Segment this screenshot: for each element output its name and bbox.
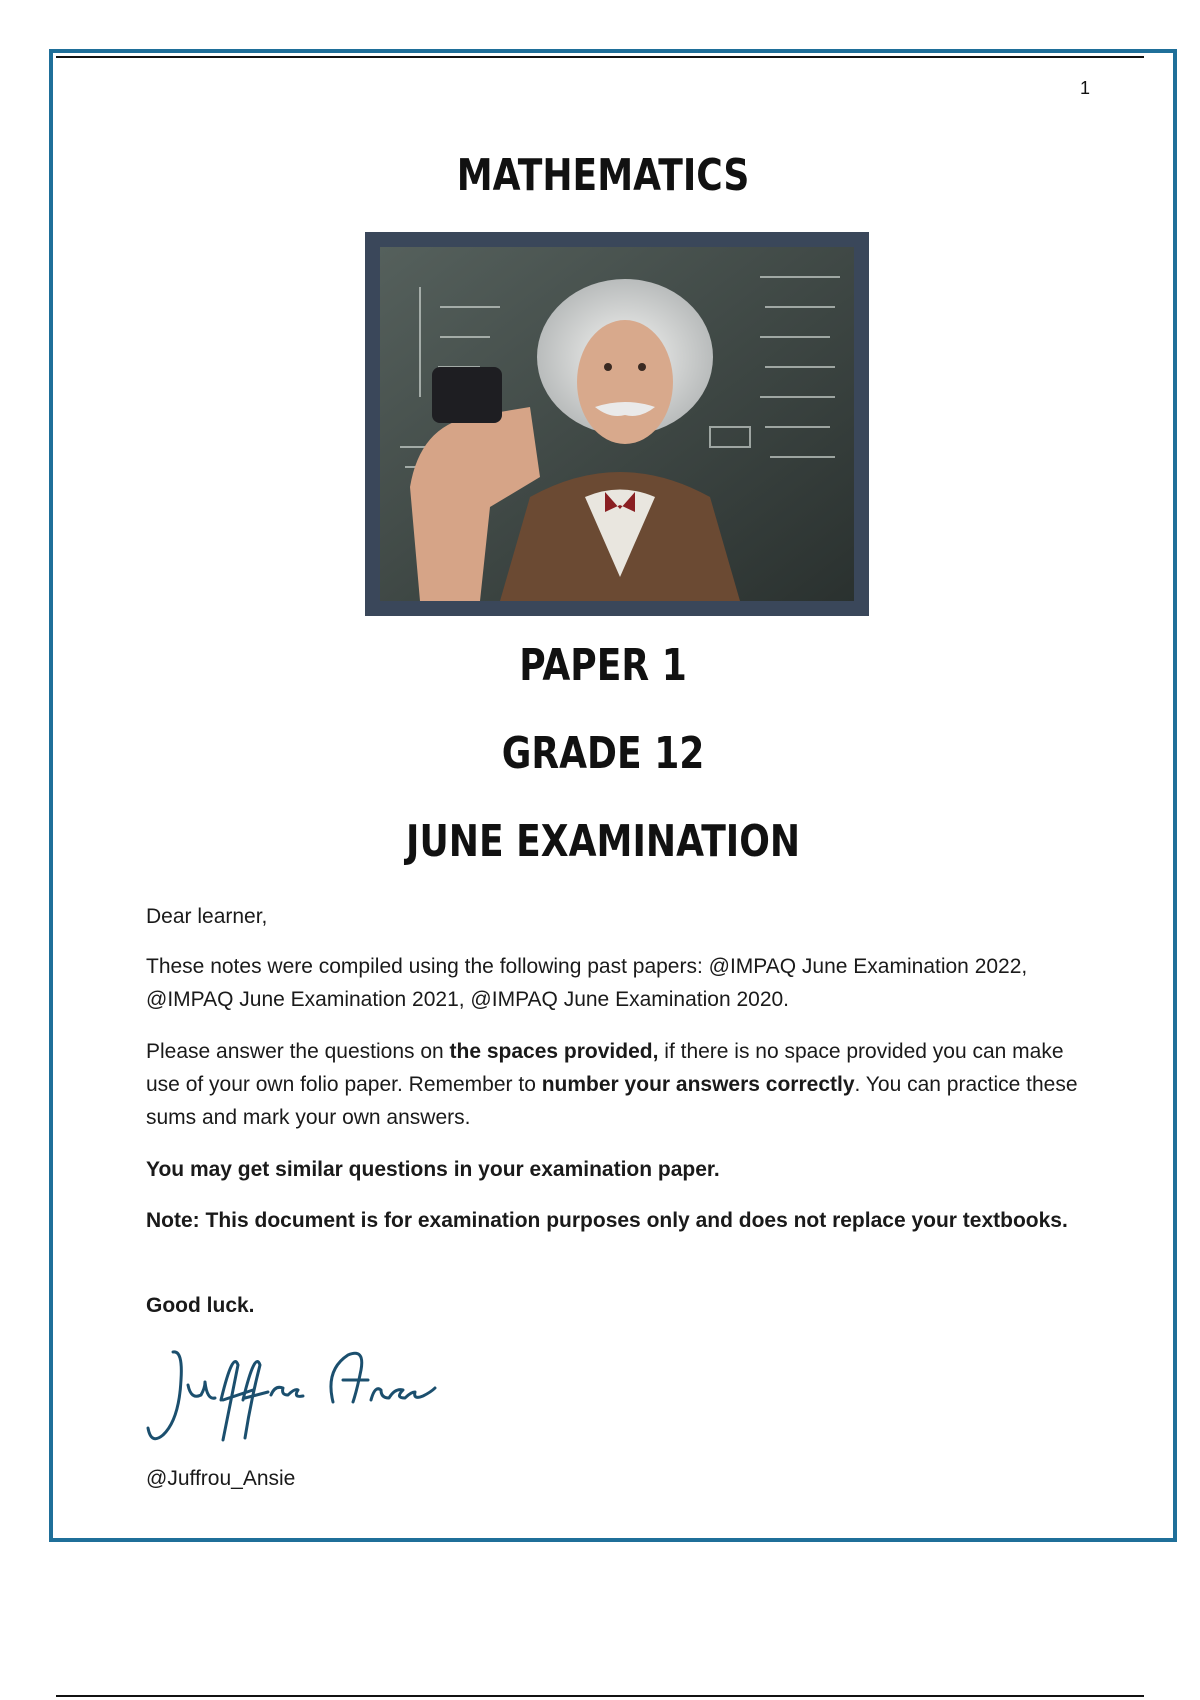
handwritten-signature [143,1340,443,1450]
page-number: 1 [1079,78,1090,98]
paper-title: PAPER 1 [519,640,687,691]
author-handle: @Juffrou_Ansie [146,1467,296,1490]
similar-questions-note: You may get similar questions in your examination paper. [146,1158,720,1181]
instructions-text: if there is no space provided you can make use of your own folio paper. Remember to [146,1040,1064,1096]
disclaimer-note: Note: This document is for examination purposes only and does not replace your textbooks. [146,1209,1068,1232]
greeting: Dear learner, [146,905,268,928]
grade-title: GRADE 12 [501,728,705,779]
subject-title: MATHEMATICS [456,150,750,201]
footer-rule [56,1695,1144,1697]
exam-title: JUNE EXAMINATION [406,816,801,867]
instructions-emphasis-numbering: number your answers correctly [541,1073,855,1096]
instructions-emphasis-spaces: the spaces provided, [449,1040,659,1063]
header-rule [56,56,1144,58]
instructions-text: . You can practice these sums and mark your own answers. [146,1073,1078,1129]
instructions-paragraph [146,1035,1091,1134]
sources-paragraph: These notes were compiled using the following past papers: @IMPAQ June Examination 2022, @IMPAQ June Examination 2021, @IMPAQ June Examination 2020. [146,955,1028,1011]
scientist-selfie-image [380,247,854,601]
closing-text: Good luck. [146,1294,255,1317]
instructions-text: Please answer the questions on [146,1040,450,1063]
cover-photo [365,232,869,616]
